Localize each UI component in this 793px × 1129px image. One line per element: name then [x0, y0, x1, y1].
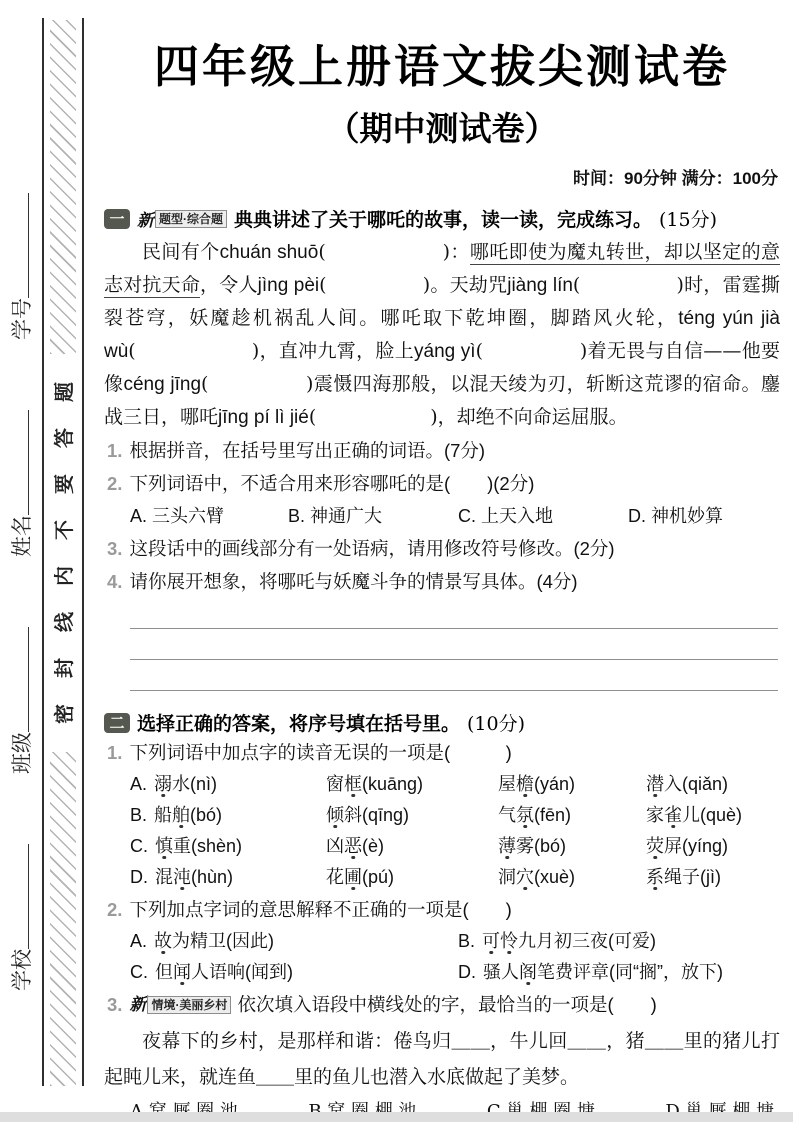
dotted-char: 倾	[326, 805, 344, 825]
fill-blank-passage: 夜幕下的乡村，是那样和谐：倦鸟归＿＿，牛儿回＿＿，猪＿＿里的猪儿打起盹儿来，就连鱼＿＿里的鱼儿也潜入水底做起了美梦。	[104, 1030, 780, 1088]
dotted-char: 溺	[154, 774, 173, 794]
question-2-1-options-grid	[130, 769, 780, 893]
question-text: 请你展开想象，将哪吒与妖魔斗争的情景写具体。(4分)	[129, 571, 578, 592]
text-part: 屏(yíng)	[664, 836, 729, 856]
option-c: C. 上天入地	[458, 506, 554, 526]
dotted-char: 慎	[155, 836, 173, 856]
text-part: 船	[154, 805, 173, 825]
question-text: 下列词语中加点字的读音无误的一项是( )	[129, 742, 512, 763]
answer-line	[130, 629, 778, 660]
text-part: 洞	[498, 867, 516, 887]
text-part: 凶	[326, 836, 344, 856]
text-part: ( )	[319, 274, 431, 296]
question-number: 2.	[107, 899, 123, 920]
dotted-char: 框	[344, 774, 362, 794]
text-part: 混	[155, 867, 173, 887]
seal-rule-left	[42, 18, 44, 1086]
text-part: 家	[646, 805, 664, 825]
pinyin-option-cell	[326, 769, 498, 800]
question-1-2-options	[130, 500, 780, 532]
text-part: ，却绝不向命运屈服。	[437, 406, 628, 428]
text-part: 笔费评章(同“搁”，放下)	[537, 962, 723, 982]
student-field-label: 姓名	[10, 515, 34, 557]
text-part: ，直冲九霄，脸上	[259, 340, 415, 362]
question-number: 2.	[107, 473, 123, 494]
dotted-char: 可	[482, 931, 501, 951]
pinyin-option-cell	[130, 831, 326, 862]
dotted-char: 系	[646, 867, 664, 887]
text-part: 九月初三夜(可爱)	[518, 931, 657, 951]
page-subtitle: （期中测试卷）	[326, 110, 558, 147]
text-part: (pú)	[362, 867, 395, 887]
question-number: 4.	[107, 571, 123, 592]
section-2-title: 选择正确的答案，将序号填在括号里。	[137, 714, 461, 735]
pinyin-option-cell	[646, 862, 780, 893]
pinyin-option-cell	[646, 769, 780, 800]
text-part: 为精卫(因此)	[172, 931, 275, 951]
text-part: (kuāng)	[362, 774, 424, 794]
text-part: (è)	[362, 836, 384, 856]
text-part: téng yún jià wù	[104, 308, 780, 362]
text-part: 斜(qīng)	[344, 805, 410, 825]
main-content	[104, 0, 780, 1129]
pinyin-option-cell	[498, 831, 646, 862]
text-part: 花	[326, 867, 344, 887]
pinyin-option-cell	[498, 769, 646, 800]
text-part: 。天劫咒	[430, 274, 508, 296]
pinyin-option-cell	[326, 800, 498, 831]
student-field-blank-line	[13, 193, 29, 298]
student-info-strip	[0, 20, 42, 1086]
text-part: ( )	[128, 340, 260, 362]
dotted-char: 圃	[344, 867, 362, 887]
pinyin-option-cell	[646, 831, 780, 862]
meaning-option-cell	[458, 957, 780, 988]
text-part: 儿(què)	[682, 805, 743, 825]
text-part: ( )	[475, 340, 588, 362]
section-1-title: 典典讲述了关于哪吒的故事，读一读，完成练习。	[234, 210, 653, 231]
option-a: A. 三头六臂	[130, 506, 225, 526]
new-context-tag	[129, 989, 231, 1021]
tag-box-label: 题型·综合题	[155, 210, 227, 228]
text-part: 雾(bó)	[516, 836, 567, 856]
text-part: ( )	[318, 241, 451, 263]
text-part: yáng yì	[414, 341, 476, 362]
text-part: (yán)	[534, 774, 576, 794]
text-part: jiàng lín	[507, 275, 573, 296]
section-2-score: (10分)	[467, 713, 526, 735]
option-letter: D.	[458, 962, 476, 982]
seal-strip	[45, 20, 80, 1086]
page-edge-shadow	[0, 1112, 793, 1122]
dotted-char: 潜	[646, 774, 664, 794]
pinyin-option-cell	[498, 800, 646, 831]
text-part: 屋	[498, 774, 516, 794]
text-part: ( )	[572, 274, 684, 296]
question-1-2	[104, 468, 780, 500]
question-number: 3.	[107, 538, 123, 559]
pinyin-option-cell	[130, 800, 326, 831]
text-part: 重(shèn)	[173, 836, 243, 856]
dotted-char: 荧	[646, 836, 664, 856]
option-letter: A.	[130, 931, 148, 951]
tag-new-label: 新	[137, 211, 154, 230]
text-part: 时，雷霆撕裂苍穹，妖魔趁机祸乱人间。哪吒取下乾坤圈，脚踏风火轮，	[104, 274, 780, 329]
option-b: B. 神通广大	[288, 506, 383, 526]
text-part: chuán shuō	[219, 242, 319, 263]
text-part: (fēn)	[534, 805, 572, 825]
tag-new-label: 新	[129, 995, 147, 1014]
question-2-2	[104, 894, 780, 926]
question-text: 下列加点字词的意思解释不正确的一项是( )	[129, 899, 512, 920]
hatch-pattern	[50, 752, 76, 1086]
dotted-char: 穴	[516, 867, 534, 887]
text-part: (hùn)	[191, 867, 234, 887]
dotted-char: 舶	[172, 805, 191, 825]
tag-box-label: 情境·美丽乡村	[147, 996, 231, 1014]
student-field-label: 班级	[10, 732, 34, 774]
text-part: 哪吒即使为魔丸转世，却以坚定的意志对抗天命	[104, 241, 780, 296]
dotted-char: 怜	[500, 931, 519, 951]
question-number: 3.	[107, 994, 123, 1015]
text-part: 着无畏与自信——他要像	[104, 340, 780, 395]
text-part: 气	[498, 805, 516, 825]
option-letter: C.	[130, 962, 148, 982]
question-text: 这段话中的画线部分有一处语病，请用修改符号修改。(2分)	[129, 538, 615, 559]
text-part: ( )	[201, 373, 314, 395]
meaning-option-cell	[458, 926, 780, 957]
text-part: céng jīng	[123, 374, 202, 395]
text-part: 入(qiǎn)	[664, 774, 729, 794]
page-title: 四年级上册语文拔尖测试卷	[153, 41, 730, 92]
dotted-char: 薄	[498, 836, 516, 856]
pinyin-option-cell	[130, 769, 326, 800]
dotted-char: 沌	[173, 867, 191, 887]
option-d: D. 神机妙算	[628, 506, 724, 526]
option-letter: B.	[130, 805, 148, 825]
question-1-4	[104, 566, 780, 598]
section-1-number-badge: 一	[104, 209, 130, 229]
option-letter: B.	[458, 931, 476, 951]
pinyin-option-cell	[498, 862, 646, 893]
question-text: 依次填入语段中横线处的字，最恰当的一项是( )	[237, 994, 657, 1015]
pinyin-option-cell	[326, 831, 498, 862]
question-number: 1.	[107, 440, 123, 461]
question-number: 1.	[107, 742, 123, 763]
student-field-blank-line	[13, 627, 29, 732]
text-part: 骚人	[483, 962, 519, 982]
option-letter: C.	[130, 836, 148, 856]
student-field-label: 学校	[10, 949, 34, 991]
question-2-2-options-grid	[130, 926, 780, 988]
option-letter: D.	[130, 867, 148, 887]
dotted-char: 恶	[344, 836, 362, 856]
section-2-number-badge: 二	[104, 713, 130, 733]
pinyin-option-cell	[646, 800, 780, 831]
text-part: 水(nì)	[172, 774, 218, 794]
student-field-blank-line	[13, 844, 29, 949]
time-score-info: 时间：90分钟 满分：100分	[573, 169, 778, 188]
dotted-char: 氛	[516, 805, 534, 825]
section-2-header	[104, 709, 780, 736]
question-2-1	[104, 737, 780, 769]
question-text: 根据拼音，在括号里写出正确的词语。(7分)	[129, 440, 486, 461]
text-part: (bó)	[190, 805, 223, 825]
answer-line	[130, 660, 778, 691]
text-part: ，令人	[200, 274, 258, 296]
text-part: 但	[155, 962, 173, 982]
student-field-blank-line	[13, 410, 29, 515]
text-part: ：	[450, 241, 470, 263]
meaning-option-cell	[130, 926, 458, 957]
text-part: 民间有个	[142, 241, 220, 263]
new-question-type-tag	[137, 206, 227, 231]
question-text: 下列词语中，不适合用来形容哪吒的是( )(2分)	[129, 473, 535, 494]
section-1-header	[104, 205, 780, 232]
pinyin-option-cell	[326, 862, 498, 893]
text-part: 窗	[326, 774, 344, 794]
dotted-char: 檐	[516, 774, 534, 794]
text-part: ( )	[308, 406, 438, 428]
dotted-char: 故	[154, 931, 173, 951]
answer-line	[130, 598, 778, 629]
dotted-char: 雀	[664, 805, 682, 825]
dotted-char: 闻	[173, 962, 191, 982]
question-1-3	[104, 533, 780, 565]
hatch-pattern	[50, 20, 76, 354]
text-part: 绳子(jì)	[664, 867, 721, 887]
question-1-1	[104, 435, 780, 467]
pinyin-option-cell	[130, 862, 326, 893]
text-part: jìng pèi	[257, 275, 320, 296]
text-part: jīng pí lì jié	[218, 407, 309, 428]
reading-passage	[104, 236, 780, 434]
section-1-score: (15分)	[659, 209, 718, 231]
text-part: 震慑四海那般，以混天绫为刃，斩断这荒谬的宿命。鏖战三日，哪吒	[104, 373, 780, 428]
text-part: (xuè)	[534, 867, 576, 887]
option-letter: A.	[130, 774, 148, 794]
text-part: 人语响(闻到)	[191, 962, 293, 982]
seal-warning-text: 密封线内不要答题	[54, 356, 76, 724]
seal-rule-right	[82, 18, 84, 1086]
dotted-char: 阁	[519, 962, 537, 982]
student-field-label: 学号	[10, 298, 34, 340]
meaning-option-cell	[130, 957, 458, 988]
question-2-3	[104, 989, 780, 1021]
